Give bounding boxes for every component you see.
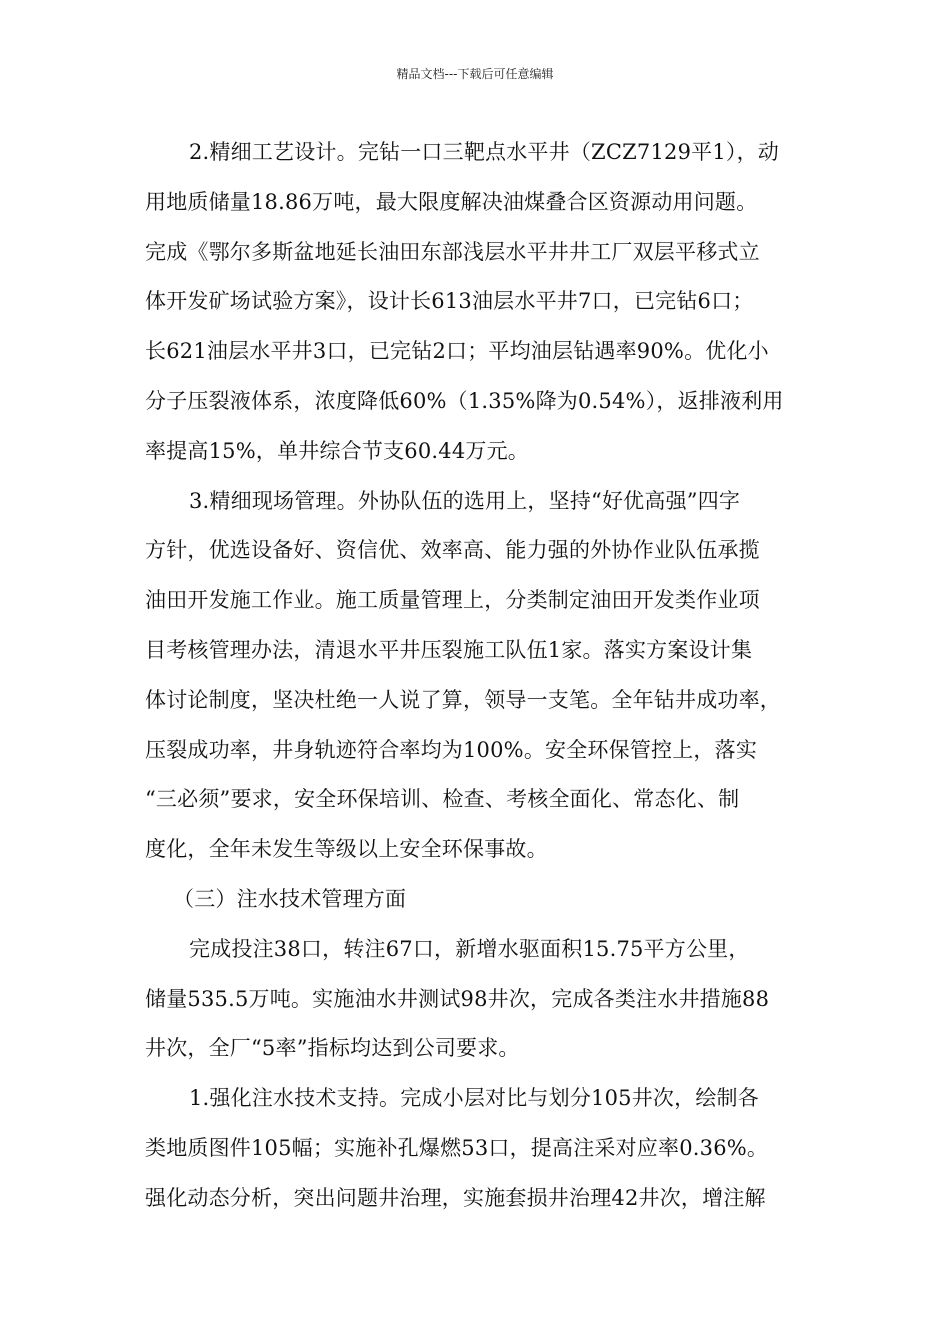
paragraph-line: 度化，全年未发生等级以上安全环保事故。 [145,837,548,862]
paragraph-line: 类地质图件105幅；实施补孔爆燃53口，提高注采对应率0.36%。 [145,1135,769,1160]
paragraph-line: 完成投注38口，转注67口，新增水驱面积15.75平方公里， [189,936,750,961]
paragraph-line: 2.精细工艺设计。完钻一口三靶点水平井（ZCZ7129平1），动 [189,140,779,164]
paragraph-line: 强化动态分析，突出问题井治理，实施套损井治理42井次，增注解 [145,1185,766,1210]
paragraph-line: 长621油层水平井3口，已完钻2口；平均油层钻遇率90%。优化小 [145,339,769,364]
paragraph-line: 井次，全厂“5率”指标均达到公司要求。 [145,1036,520,1061]
paragraph-line: 完成《鄂尔多斯盆地延长油田东部浅层水平井井工厂双层平移式立 [145,239,760,264]
paragraph-line: 储量535.5万吨。实施油水井测试98井次，完成各类注水井措施88 [145,986,770,1011]
paragraph-line: 油田开发施工作业。施工质量管理上，分类制定油田开发类作业项 [145,588,760,613]
section-heading: （三）注水技术管理方面 [173,886,407,911]
paragraph-line: 分子压裂液体系，浓度降低60%（1.35%降为0.54%），返排液利用 [145,388,784,413]
paragraph-line: 体讨论制度，坚决杜绝一人说了算，领导一支笔。全年钻井成功率， [145,687,781,712]
paragraph-line: 目考核管理办法，清退水平井压裂施工队伍1家。落实方案设计集 [145,637,753,662]
paragraph-line: 压裂成功率，井身轨迹符合率均为100%。安全环保管控上，落实 [145,737,758,762]
paragraph-line: 率提高15%，单井综合节支60.44万元。 [145,438,529,463]
paragraph-line: 方针，优选设备好、资信优、效率高、能力强的外协作业队伍承揽 [145,538,760,563]
paragraph-line: 1.强化注水技术支持。完成小层对比与划分105井次，绘制各 [189,1086,759,1111]
paragraph-line: 体开发矿场试验方案》，设计长613油层水平井7口，已完钻6口； [145,289,754,314]
paragraph-line: 3.精细现场管理。外协队伍的选用上，坚持“好优高强”四字 [189,488,741,513]
page-header: 精品文档---下载后可任意编辑 [396,67,554,81]
paragraph-line: “三必须”要求，安全环保培训、检查、考核全面化、常态化、制 [145,787,740,812]
paragraph-line: 用地质储量18.86万吨，最大限度解决油煤叠合区资源动用问题。 [145,189,758,214]
document-body [145,128,810,1224]
